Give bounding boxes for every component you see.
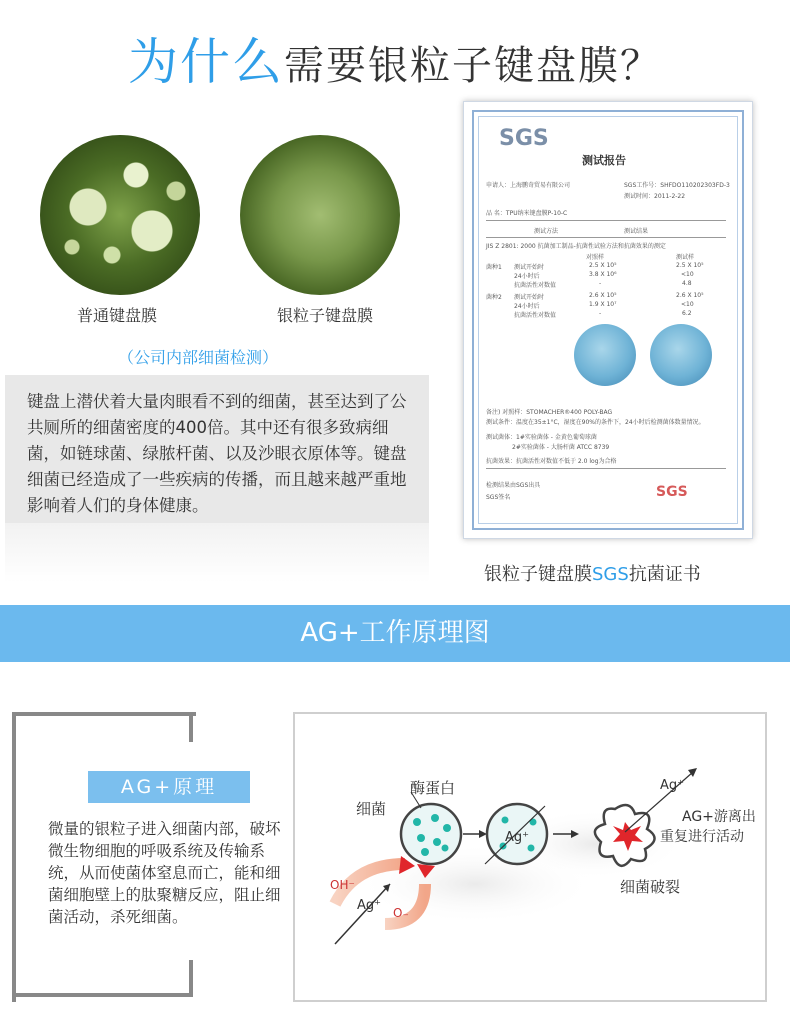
strain1: 菌种1 <box>486 264 502 271</box>
criterion: 抗菌效果：抗菌活性对数值不低于 2.0 log为合格 <box>486 458 617 465</box>
sgs-stamp: SGS <box>656 484 688 500</box>
control-petri-image <box>574 324 636 386</box>
free-label-1: AG+游离出 <box>682 809 756 825</box>
s1-24h-sample: <10 <box>681 271 694 278</box>
intro-textbox <box>5 375 429 523</box>
title-rest: 需要银粒子键盘膜？ <box>284 43 662 89</box>
ag-label-1: Ag⁺ <box>357 898 382 913</box>
sample-petri-image <box>650 324 712 386</box>
s2-row-activity: 抗菌活性对数值 <box>514 312 557 319</box>
test-strains-2: 2#实验菌体 - 大肠杆菌 ATCC 8739 <box>512 444 610 451</box>
intro-text: 键盘上潜伏着大量肉眼看不到的细菌，甚至达到了公共厕所的细菌密度的400倍。其中还有很多致病细菌，如链球菌、绿脓杆菌、以及沙眼衣原体等。键盘细菌已经造成了一些疾病的传播，而且越来越严重地影响着人们的身体健康。 <box>27 392 407 515</box>
principle-label: AG+原理 <box>88 771 250 803</box>
textbox-reflection <box>5 523 429 583</box>
footer-note: 检测结果由SGS出具 <box>486 482 541 489</box>
s1-row-start: 测试开始时 <box>514 264 545 271</box>
date: 2011-2-22 <box>654 193 686 200</box>
certificate-caption <box>484 560 701 586</box>
s2-activity-sample: 6.2 <box>682 310 692 317</box>
s2-start-sample: 2.6 X 10⁵ <box>676 292 704 299</box>
s1-row-24h: 24小时后 <box>514 273 540 280</box>
caption-post: 抗菌证书 <box>628 564 701 585</box>
job-no: SHFDO110202303FD-3 <box>660 182 730 189</box>
s2-start-control: 2.6 X 10⁵ <box>589 292 617 299</box>
s1-activity-control: - <box>599 280 602 287</box>
normal-film-label: 普通键盘膜 <box>77 306 158 325</box>
s1-start-control: 2.5 X 10⁵ <box>589 262 617 269</box>
frame-corner-tr <box>189 712 193 742</box>
strain2: 菌种2 <box>486 294 502 301</box>
remark: 备注) 对照样：STOMACHER®400 POLY-BAG <box>486 409 613 416</box>
normal-film-petri-dish-image <box>40 135 200 295</box>
product-label: 品 名： <box>486 210 506 217</box>
sgs-logo: SGS <box>499 126 549 151</box>
applicant: 上海鹏奇贸易有限公司 <box>510 182 571 189</box>
s2-24h-control: 1.9 X 10⁷ <box>589 301 617 308</box>
test-conditions: 测试条件：温度在35±1°C，湿度在90%的条件下，24小时后检测菌体数量情况。 <box>486 419 705 426</box>
band-title: AG+工作原理图 <box>300 618 490 648</box>
col-result: 测试结果 <box>624 228 649 235</box>
enzyme-label: 酶蛋白 <box>410 779 456 797</box>
bacterium-cell <box>401 804 461 864</box>
o-label: O₋ <box>393 906 409 920</box>
title-highlight: 为什么 <box>128 33 284 91</box>
mechanism-diagram <box>295 714 763 998</box>
ag-label-3: Ag⁺ <box>660 778 685 793</box>
burst-label: 细菌破裂 <box>620 878 681 896</box>
col-sample: 测试样 <box>676 254 695 261</box>
s1-24h-control: 3.8 X 10⁶ <box>589 271 617 278</box>
test-note: （公司内部细菌检测） <box>118 348 279 367</box>
test-standard: JIS Z 2801: 2000 抗菌加工制品-抗菌性试验方法和抗菌效果的测定 <box>486 243 666 250</box>
frame-corner-br <box>189 960 193 997</box>
s2-24h-sample: <10 <box>681 301 694 308</box>
silver-film-petri-dish-image <box>240 135 400 295</box>
page-title <box>0 22 790 94</box>
sgs-certificate-image <box>463 101 753 539</box>
section-band <box>0 605 790 662</box>
silver-film-label: 银粒子键盘膜 <box>277 306 374 325</box>
s2-row-start: 测试开始时 <box>514 294 545 301</box>
s1-row-activity: 抗菌活性对数值 <box>514 282 557 289</box>
caption-pre: 银粒子键盘膜 <box>484 564 592 585</box>
product: TPU纳米键盘膜P-10-C <box>505 210 568 217</box>
bacteria-label: 细菌 <box>356 800 387 818</box>
oh-label: OH⁻ <box>330 878 355 892</box>
applicant-label: 申请人： <box>486 182 511 189</box>
free-label-2: 重复进行活动 <box>660 829 744 845</box>
test-strains: 测试菌体：1#实验菌体 - 金黄色葡萄球菌 <box>486 434 597 441</box>
certificate-title: 测试报告 <box>582 154 626 167</box>
principle-text: 微量的银粒子进入细菌内部，破坏微生物细胞的呼吸系统及传输系统，从而使菌体窒息而亡，能和细菌细胞壁上的肽聚糖反应，阻止细菌活动，杀死细菌。 <box>48 820 281 926</box>
col-control: 对照样 <box>586 254 605 261</box>
s1-start-sample: 2.5 X 10⁵ <box>676 262 704 269</box>
job-label: SGS工作号： <box>624 182 661 189</box>
date-label: 测试时间： <box>624 193 655 200</box>
s2-row-24h: 24小时后 <box>514 303 540 310</box>
frame-bottom <box>12 993 192 997</box>
s1-activity-sample: 4.8 <box>682 280 692 287</box>
ag-label-2: Ag⁺ <box>505 830 530 845</box>
col-method: 测试方法 <box>534 228 559 235</box>
caption-sgs: SGS <box>592 564 629 585</box>
footer-sign: SGS签名 <box>486 494 511 501</box>
certificate-border <box>472 110 744 530</box>
s2-activity-control: - <box>599 310 602 317</box>
